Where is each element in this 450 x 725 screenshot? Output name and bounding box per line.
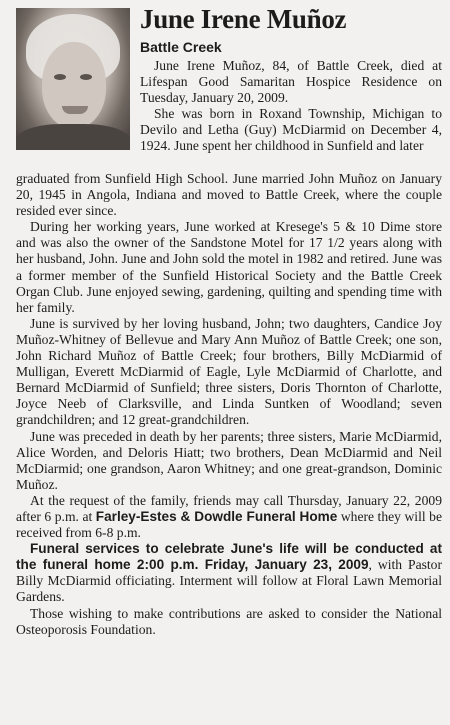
paragraph-contributions: Those wishing to make contributions are asked to consider the National Osteoporosis Foundation. xyxy=(16,605,442,637)
full-width-text xyxy=(16,171,442,638)
visitation-text: At the request of the family, friends may call Thursday, January 22, 2009 after 6 p.m. at xyxy=(16,492,442,524)
paragraph-visitation xyxy=(16,493,442,541)
portrait-face xyxy=(42,42,106,128)
deceased-name: June Irene Muñoz xyxy=(140,4,347,34)
paragraph-birth-bottom: graduated from Sunfield High School. June married John Muñoz on January 20, 1945 in Angola, Indiana and moved to Battle Creek, where the couple resided ever since. xyxy=(16,171,442,219)
paragraph-birth-top: She was born in Roxand Township, Michigan to Devilo and Letha (Guy) McDiarmid on December 4, 1924. June spent her childhood in Sunfield and later xyxy=(140,106,442,154)
funeral-home-name: Farley-Estes & Dowdle Funeral Home xyxy=(95,508,338,524)
top-column-text xyxy=(140,58,442,155)
paragraph-funeral xyxy=(16,541,442,605)
paragraph-preceded: June was preceded in death by her parents; three sisters, Marie McDiarmid, Alice Worden, and Deloris Hiatt; two brothers, Dean McDiarmid and Neil McDiarmid; one grandson, Aaron Whitney; and one great-grandson, Dominic Muñoz. xyxy=(16,428,442,492)
portrait-shoulders xyxy=(16,124,130,150)
funeral-officiant-text: , with Pastor Billy McDiarmid officiating. Interment will follow at Floral Lawn Memorial Gardens. xyxy=(16,557,442,605)
portrait-eye-right xyxy=(80,74,92,80)
visitation-hours: where they will be received from 6-8 p.m. xyxy=(16,508,442,541)
funeral-service-text: Funeral services to celebrate June's life will be conducted at the funeral home 2:00 p.m. Friday, January 23, 2009 xyxy=(16,541,442,573)
paragraph-survivors: June is survived by her loving husband, John; two daughters, Candice Joy Muñoz-Whitney of Bellevue and Mary Ann Muñoz of Battle Creek; one son, John Richard Muñoz of Battle Creek; four brothers, Billy McDiarmid of Mulligan, Everett McDiarmid of Eagle, Lyle McDiarmid of Charlotte, and Bernard McDiarmid of Sunfield; three sisters, Doris Thornton of Charlotte, Joyce Neeb of Clarksville, and Linda Suntken of Woodland; seven grandchildren; and 12 great-grandchildren. xyxy=(16,315,442,428)
portrait-eye-left xyxy=(54,74,66,80)
portrait-mouth xyxy=(62,106,88,114)
paragraph-death-notice: June Irene Muñoz, 84, of Battle Creek, died at Lifespan Good Samaritan Hospice Residence on Tuesday, January 20, 2009. xyxy=(140,58,442,106)
deceased-city: Battle Creek xyxy=(140,39,222,55)
paragraph-career: During her working years, June worked at Kresege's 5 & 10 Dime store and was also the owner of the Sandstone Motel for 17 1/2 years along with her husband, John. June and John sold the motel in 1982 and retired. June was a former member of the Sunfield Historical Society and the Battle Creek Organ Club. June enjoyed sewing, gardening, quilting and spending time with her family. xyxy=(16,219,442,315)
portrait-photo xyxy=(16,8,130,150)
